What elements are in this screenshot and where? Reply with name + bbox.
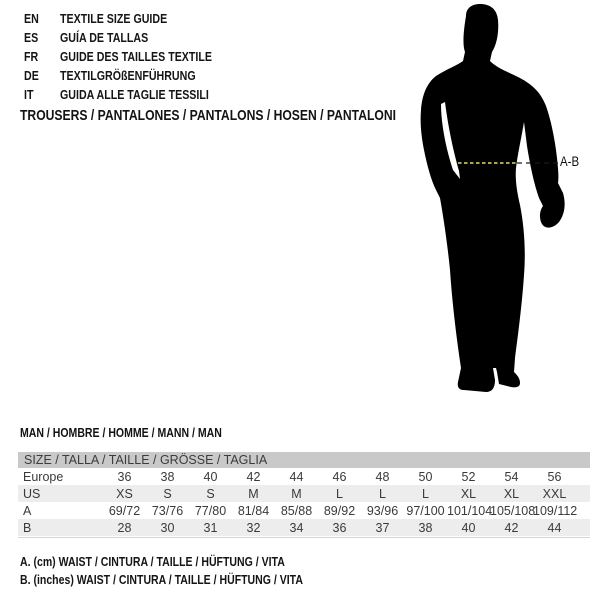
size-cell: 89/92 <box>323 503 356 518</box>
language-label: TEXTILGRÖßENFÜHRUNG <box>60 68 196 83</box>
language-guide-list <box>24 9 245 104</box>
language-code: FR <box>24 49 39 64</box>
size-cell: 101/104 <box>447 503 493 518</box>
language-label: GUIDE DES TAILLES TEXTILE <box>60 49 213 64</box>
size-table <box>18 452 590 536</box>
size-cell: 105/108 <box>490 503 536 518</box>
size-cell: 46 <box>332 469 347 484</box>
size-cell: 34 <box>289 520 304 535</box>
note-waist-cm: A. (cm) WAIST / CINTURA / TAILLE / HÜFTUNG / VITA <box>20 554 285 569</box>
size-cell: XS <box>116 486 133 501</box>
size-cell: 42 <box>504 520 519 535</box>
size-cell: M <box>291 486 302 501</box>
language-label: GUÍA DE TALLAS <box>60 30 149 45</box>
table-bottom-divider <box>18 537 590 538</box>
size-cell: 73/76 <box>151 503 184 518</box>
language-code: IT <box>24 87 34 102</box>
size-cell: 97/100 <box>406 503 445 518</box>
size-cell: 31 <box>203 520 218 535</box>
spacer-cell <box>576 468 590 485</box>
language-row <box>24 66 245 85</box>
size-cell: 109/112 <box>533 503 578 518</box>
size-cell: 93/96 <box>366 503 399 518</box>
size-cell: 44 <box>547 520 562 535</box>
table-row <box>18 519 590 536</box>
language-code: EN <box>24 11 39 26</box>
size-cell: 38 <box>160 469 175 484</box>
row-label: B <box>23 520 32 535</box>
size-cell: 50 <box>418 469 433 484</box>
size-cell: 30 <box>160 520 175 535</box>
size-cell: L <box>379 486 386 501</box>
language-code: ES <box>24 30 39 45</box>
size-table-header: SIZE / TALLA / TAILLE / GRÖSSE / TAGLIA <box>24 453 268 467</box>
size-cell: 28 <box>117 520 132 535</box>
row-label: US <box>23 486 41 501</box>
size-cell: 54 <box>504 469 519 484</box>
size-cell: 38 <box>418 520 433 535</box>
spacer-cell <box>576 485 590 502</box>
size-cell: 36 <box>117 469 132 484</box>
language-row <box>24 28 245 47</box>
man-silhouette-body <box>421 4 565 392</box>
row-label: A <box>23 503 32 518</box>
language-code: DE <box>24 68 39 83</box>
language-row <box>24 47 245 66</box>
language-row <box>24 9 245 28</box>
waist-measure-label: A-B <box>560 154 580 169</box>
size-cell: M <box>248 486 259 501</box>
note-waist-inches: B. (inches) WAIST / CINTURA / TAILLE / HÜFTUNG / VITA <box>20 572 303 587</box>
spacer-cell <box>576 519 590 536</box>
category-heading: TROUSERS / PANTALONES / PANTALONS / HOSEN / PANTALONI <box>20 107 396 124</box>
size-cell: S <box>206 486 215 501</box>
size-cell: 40 <box>203 469 218 484</box>
size-cell: XXL <box>542 486 567 501</box>
size-cell: 40 <box>461 520 476 535</box>
section-heading-man: MAN / HOMBRE / HOMME / MANN / MAN <box>20 425 222 440</box>
size-cell: XL <box>503 486 520 501</box>
size-cell: 44 <box>289 469 304 484</box>
size-cell: 36 <box>332 520 347 535</box>
size-cell: 69/72 <box>108 503 141 518</box>
table-row <box>18 468 590 485</box>
size-cell: L <box>422 486 429 501</box>
table-row <box>18 502 590 519</box>
spacer-cell <box>576 502 590 519</box>
size-cell: 56 <box>547 469 562 484</box>
man-silhouette <box>400 0 600 410</box>
size-cell: 85/88 <box>280 503 313 518</box>
language-row <box>24 85 245 104</box>
size-table-header-row <box>18 452 590 468</box>
size-cell: S <box>163 486 172 501</box>
size-cell: 37 <box>375 520 390 535</box>
size-cell: 81/84 <box>237 503 270 518</box>
size-cell: 52 <box>461 469 476 484</box>
size-cell: 77/80 <box>194 503 227 518</box>
size-cell: 48 <box>375 469 390 484</box>
measurement-notes <box>20 554 369 590</box>
language-label: GUIDA ALLE TAGLIE TESSILI <box>60 87 209 102</box>
size-cell: 32 <box>246 520 261 535</box>
size-cell: XL <box>460 486 477 501</box>
language-label: TEXTILE SIZE GUIDE <box>60 11 168 26</box>
size-cell: 42 <box>246 469 261 484</box>
row-label: Europe <box>23 469 64 484</box>
size-cell: L <box>336 486 343 501</box>
size-table-body <box>18 468 590 536</box>
table-row <box>18 485 590 502</box>
